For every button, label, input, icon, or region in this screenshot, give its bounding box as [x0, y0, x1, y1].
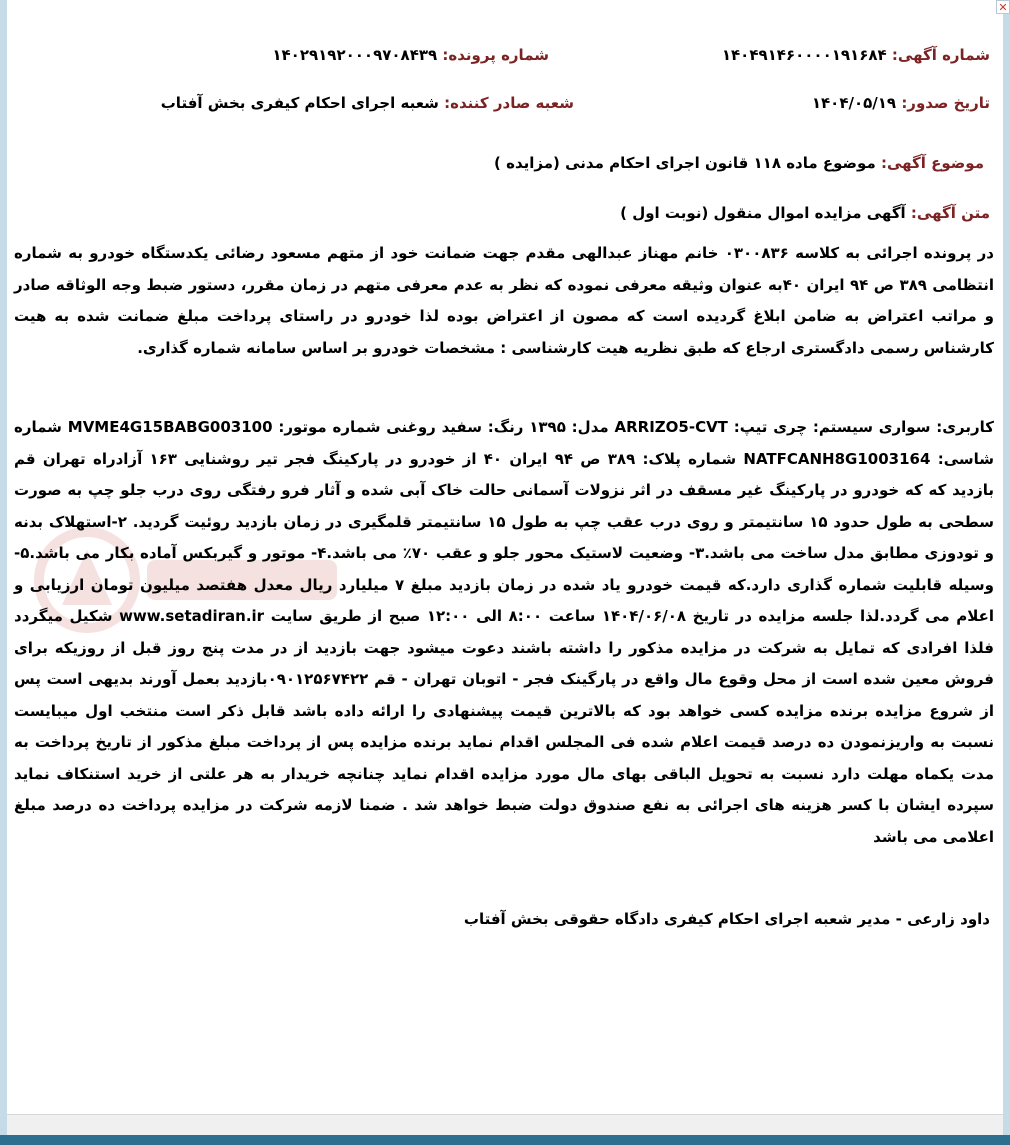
issue-date-row [812, 94, 990, 112]
body-title-row [620, 204, 990, 222]
paragraph-1: در پرونده اجرائی به کلاسه ۰۳۰۰۸۳۶ خانم مهناز عبدالهی مقدم جهت ضمانت خود از متهم مسعود رضائی یکدستگاه خودرو به شماره انتظامی ۳۸۹ ص ۹۴ ایران ۴۰به عنوان وثیقه معرفی نموده که نظر به عدم معرفی متهم در زمان مقرر، دستور ضبط وجه الوثاقه صادر و مراتب اعتراض به ضامن ابلاغ گردیده است که مصون از اعتراض بوده لذا خودرو در راستای پرداخت مبلغ ضمانت شده به هیت کارشناس رسمی دادگستری ارجاع که طبق نظریه هیت کارشناسی : مشخصات خودرو بر اساس سامانه شماره گذاری. [14, 244, 995, 357]
file-number-row [272, 46, 549, 64]
close-button[interactable] [996, 0, 1010, 14]
file-number-label: شماره پرونده: [442, 46, 549, 64]
subject-row [494, 154, 984, 172]
subject: موضوع ماده ۱۱۸ قانون اجرای احکام مدنی (مزایده ) [494, 154, 876, 172]
paragraph-2: کاربری: سواری سیستم: چری تیپ: ARRIZO5-CVT مدل: ۱۳۹۵ رنگ: سفید روغنی شماره موتور: MVME4G15BABG003100 شماره شاسی: NATFCANH8G1003164 شماره پلاک: ۳۸۹ ص ۹۴ ایران ۴۰ از خودرو در پارکینگ فجر تیر روشنایی ۱۶۳ آزادراه تهران قم بازدید که که خودرو در پارکینگ غیر مسقف در اثر نزولات آسمانی حالت خاک آبی شده و آثار فرو رفتگی روی درب جلو چپ به صورت سطحی به طول حدود ۱۵ سانتیمتر و روی درب عقب چپ به طول ۱۵ سانتیمتر قلمگیری در زمان بازدید روئیت گردید. ۲-استهلاک بدنه و تودوزی مطابق مدل ساخت می باشد.۳- وضعیت لاستیک محور جلو و عقب ۷۰٪ می باشد.۴- موتور و گیربکس آماده بکار می باشد.۵- وسیله قابلیت شماره گذاری دارد.که قیمت خودرو یاد شده در زمان بازدید مبلغ ۷ میلیارد ریال معدل هفتصد میلیون تومان ارزیابی و اعلام می گردد.لذا جلسه مزایده در تاریخ ۱۴۰۴/۰۶/۰۸ ساعت ۸:۰۰ الی ۱۲:۰۰ صبح از طریق سایت www.setadiran.ir شکیل میگردد فلذا افرادی که تمایل به شرکت در مزایده مذکور را داشته باشند دعوت میشود جهت بازدید از در مدت پنج روز قبل از روزیکه برای فروش معین شده است از محل وقوع مال واقع در پارگینک فجر - اتوبان تهران - قم ۰۹۰۱۲۵۶۷۴۲۲بازدید بعمل آورند بدیهی است پس از شروع مزایده برنده مزایده کسی خواهد بود که بالاترین قیمت پیشنهادی را ارائه داده باشد قابل ذکر است منتخب اول میبایست نسبت به واریزنمودن ده درصد قیمت اعلام شده فی المجلس اقدام نماید برنده مزایده پس از پرداخت مبلغ مذکور از تاریخ پرداخت به مدت یکماه مهلت دارد نسبت به تحویل الباقی بهای مال مورد مزایده اقدام نماید چنانچه خریدار به هر علتی از خرید استنکاف نماید سپرده ایشان با کسر هزینه های اجرائی به نفع صندوق دولت ضبط خواهد شد . ضمنا لازمه شرکت در مزایده پرداخت ده درصد مبلغ اعلامی می باشد [14, 418, 995, 846]
issue-date: ۱۴۰۴/۰۵/۱۹ [811, 94, 897, 112]
status-strip [7, 1114, 1003, 1135]
notice-number: ۱۴۰۴۹۱۴۶۰۰۰۰۱۹۱۶۸۴ [721, 46, 887, 64]
close-icon: ✕ [998, 1, 1008, 14]
issuer-label: شعبه صادر کننده: [444, 94, 574, 112]
issuer-row [161, 94, 574, 112]
signature: داود زارعی - مدیر شعبه اجرای احکام کیفری دادگاه حقوقی بخش آفتاب [463, 910, 990, 928]
body-title: آگهی مزایده اموال منقول (نوبت اول ) [620, 204, 906, 222]
bottom-bar [0, 1135, 1010, 1145]
notice-number-label: شماره آگهی: [891, 46, 990, 64]
issuer: شعبه اجرای احکام کیفری بخش آفتاب [160, 94, 439, 112]
file-number: ۱۴۰۲۹۱۹۲۰۰۰۹۷۰۸۴۳۹ [272, 46, 438, 64]
subject-label: موضوع آگهی: [880, 154, 984, 172]
issue-date-label: تاریخ صدور: [901, 94, 990, 112]
body-label: متن آگهی: [910, 204, 990, 222]
notice-number-row [722, 46, 990, 64]
